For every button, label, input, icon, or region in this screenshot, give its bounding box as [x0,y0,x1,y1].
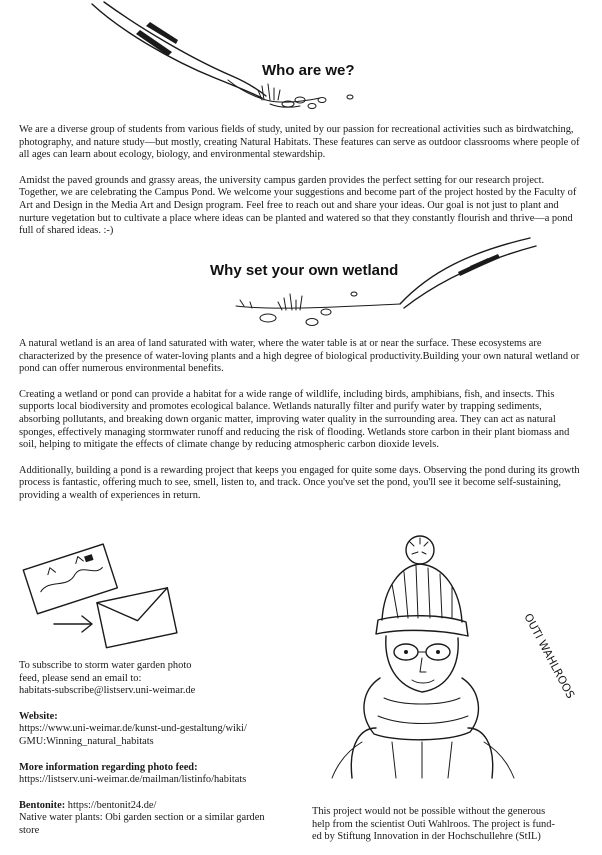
section-title-who-are-we: Who are we? [262,62,355,79]
photo-feed-info [19,762,311,787]
section-who-are-we-body [19,124,585,238]
portrait-sketch-outi-wahlroos [292,528,582,788]
subscribe-line: To subscribe to storm water garden photo [19,660,192,671]
paragraph: Amidst the paved grounds and grassy areas, the university campus garden provides the perfect setting for our research project. Together, we are celebrating the Campus Pond. We welcome your suggestions and become part of the project hosted by the Faculty of Art and Design in the Media Art and Design program. Feel free to reach out and share your ideas. Our goal is not just to plant and nurture vegetation but to cultivate a place where ideas can be planted and watered so that they constantly flourish and thrive—a pond full of shared ideas. :-) [19,174,577,237]
subscribe-text [19,660,311,698]
plants-note-continuation: store [19,824,40,836]
envelope-photo-sketch [20,538,180,648]
subscribe-line: feed, please send an email to: [19,672,142,684]
acknowledgement-line: This project would not be possible without the generous [312,806,546,817]
contact-info [19,660,311,838]
website-link-continuation[interactable]: GMU:Winning_natural_habitats [19,735,154,747]
photo-feed-link[interactable]: https://listserv.uni-weimar.de/mailman/listinfo/habitats [19,774,247,786]
paragraph: A natural wetland is an area of land saturated with water, where the water table is at or near the surface. These ecosystems are characterized by the presence of water-loving plants and a high degree of biological productivity.Building your own natural wetland or pond can offer numerous environmental benefits. [19,338,580,375]
acknowledgement-line: ed by Stiftung Innovation in der Hochschullehre (StIL) [312,831,541,843]
photo-feed-label: More information regarding photo feed: [19,761,198,773]
plants-note: Native water plants: Obi garden section or a similar garden [19,812,265,824]
bentonite-info [19,800,311,838]
section-title-why-set-wetland: Why set your own wetland [210,262,399,279]
subscribe-email-link[interactable]: habitats-subscribe@listserv.uni-weimar.de [19,685,196,697]
website-info [19,711,311,749]
acknowledgement-line: help from the scientist Outi Wahlroos. The project is fund- [312,818,555,830]
reed-sketch-middle [0,232,602,332]
portrait-name-caption: OUTI WAHLROOS [521,611,578,701]
paragraph: We are a diverse group of students from various fields of study, united by our passion for recreational activities such as birdwatching, photography, and nature study—but mostly, creating Natural Habitats. These features can serve as outdoor classrooms where people of all ages can learn about ecology, biology, and environmental stewardship. [19,124,580,161]
acknowledgement [312,806,592,844]
section-why-wetland-body [19,338,585,503]
bentonite-label: Bentonite: [19,799,66,811]
website-link[interactable]: https://www.uni-weimar.de/kunst-und-gestaltung/wiki/ [19,723,247,735]
paragraph: Additionally, building a pond is a rewarding project that keeps you engaged for quite some days. Observing the pond during its growth process is fantastic, offering much to see, smell, listen to, and track. Once you've set the pond, you'll see it become self-sustaining, providing a wealth of experiences in return. [19,464,580,501]
paragraph: Creating a wetland or pond can provide a habitat for a wide range of wildlife, including birds, amphibians, fish, and insects. This supports local biodiversity and promotes ecological balance. Wetlands naturally filter and purify water by trapping sediments, absorbing pollutants, and breaking down organic matter, improving water quality in the surrounding area. They can act as natural sponges, effectively managing stormwater runoff and reducing the risk of flooding. Wetlands store carbon in their plant biomass and soil, helping to mitigate the effects of climate change by reducing atmospheric carbon dioxide levels. [19,388,570,451]
bentonite-link[interactable]: https://bentonit24.de/ [65,799,157,811]
website-label: Website: [19,710,58,722]
